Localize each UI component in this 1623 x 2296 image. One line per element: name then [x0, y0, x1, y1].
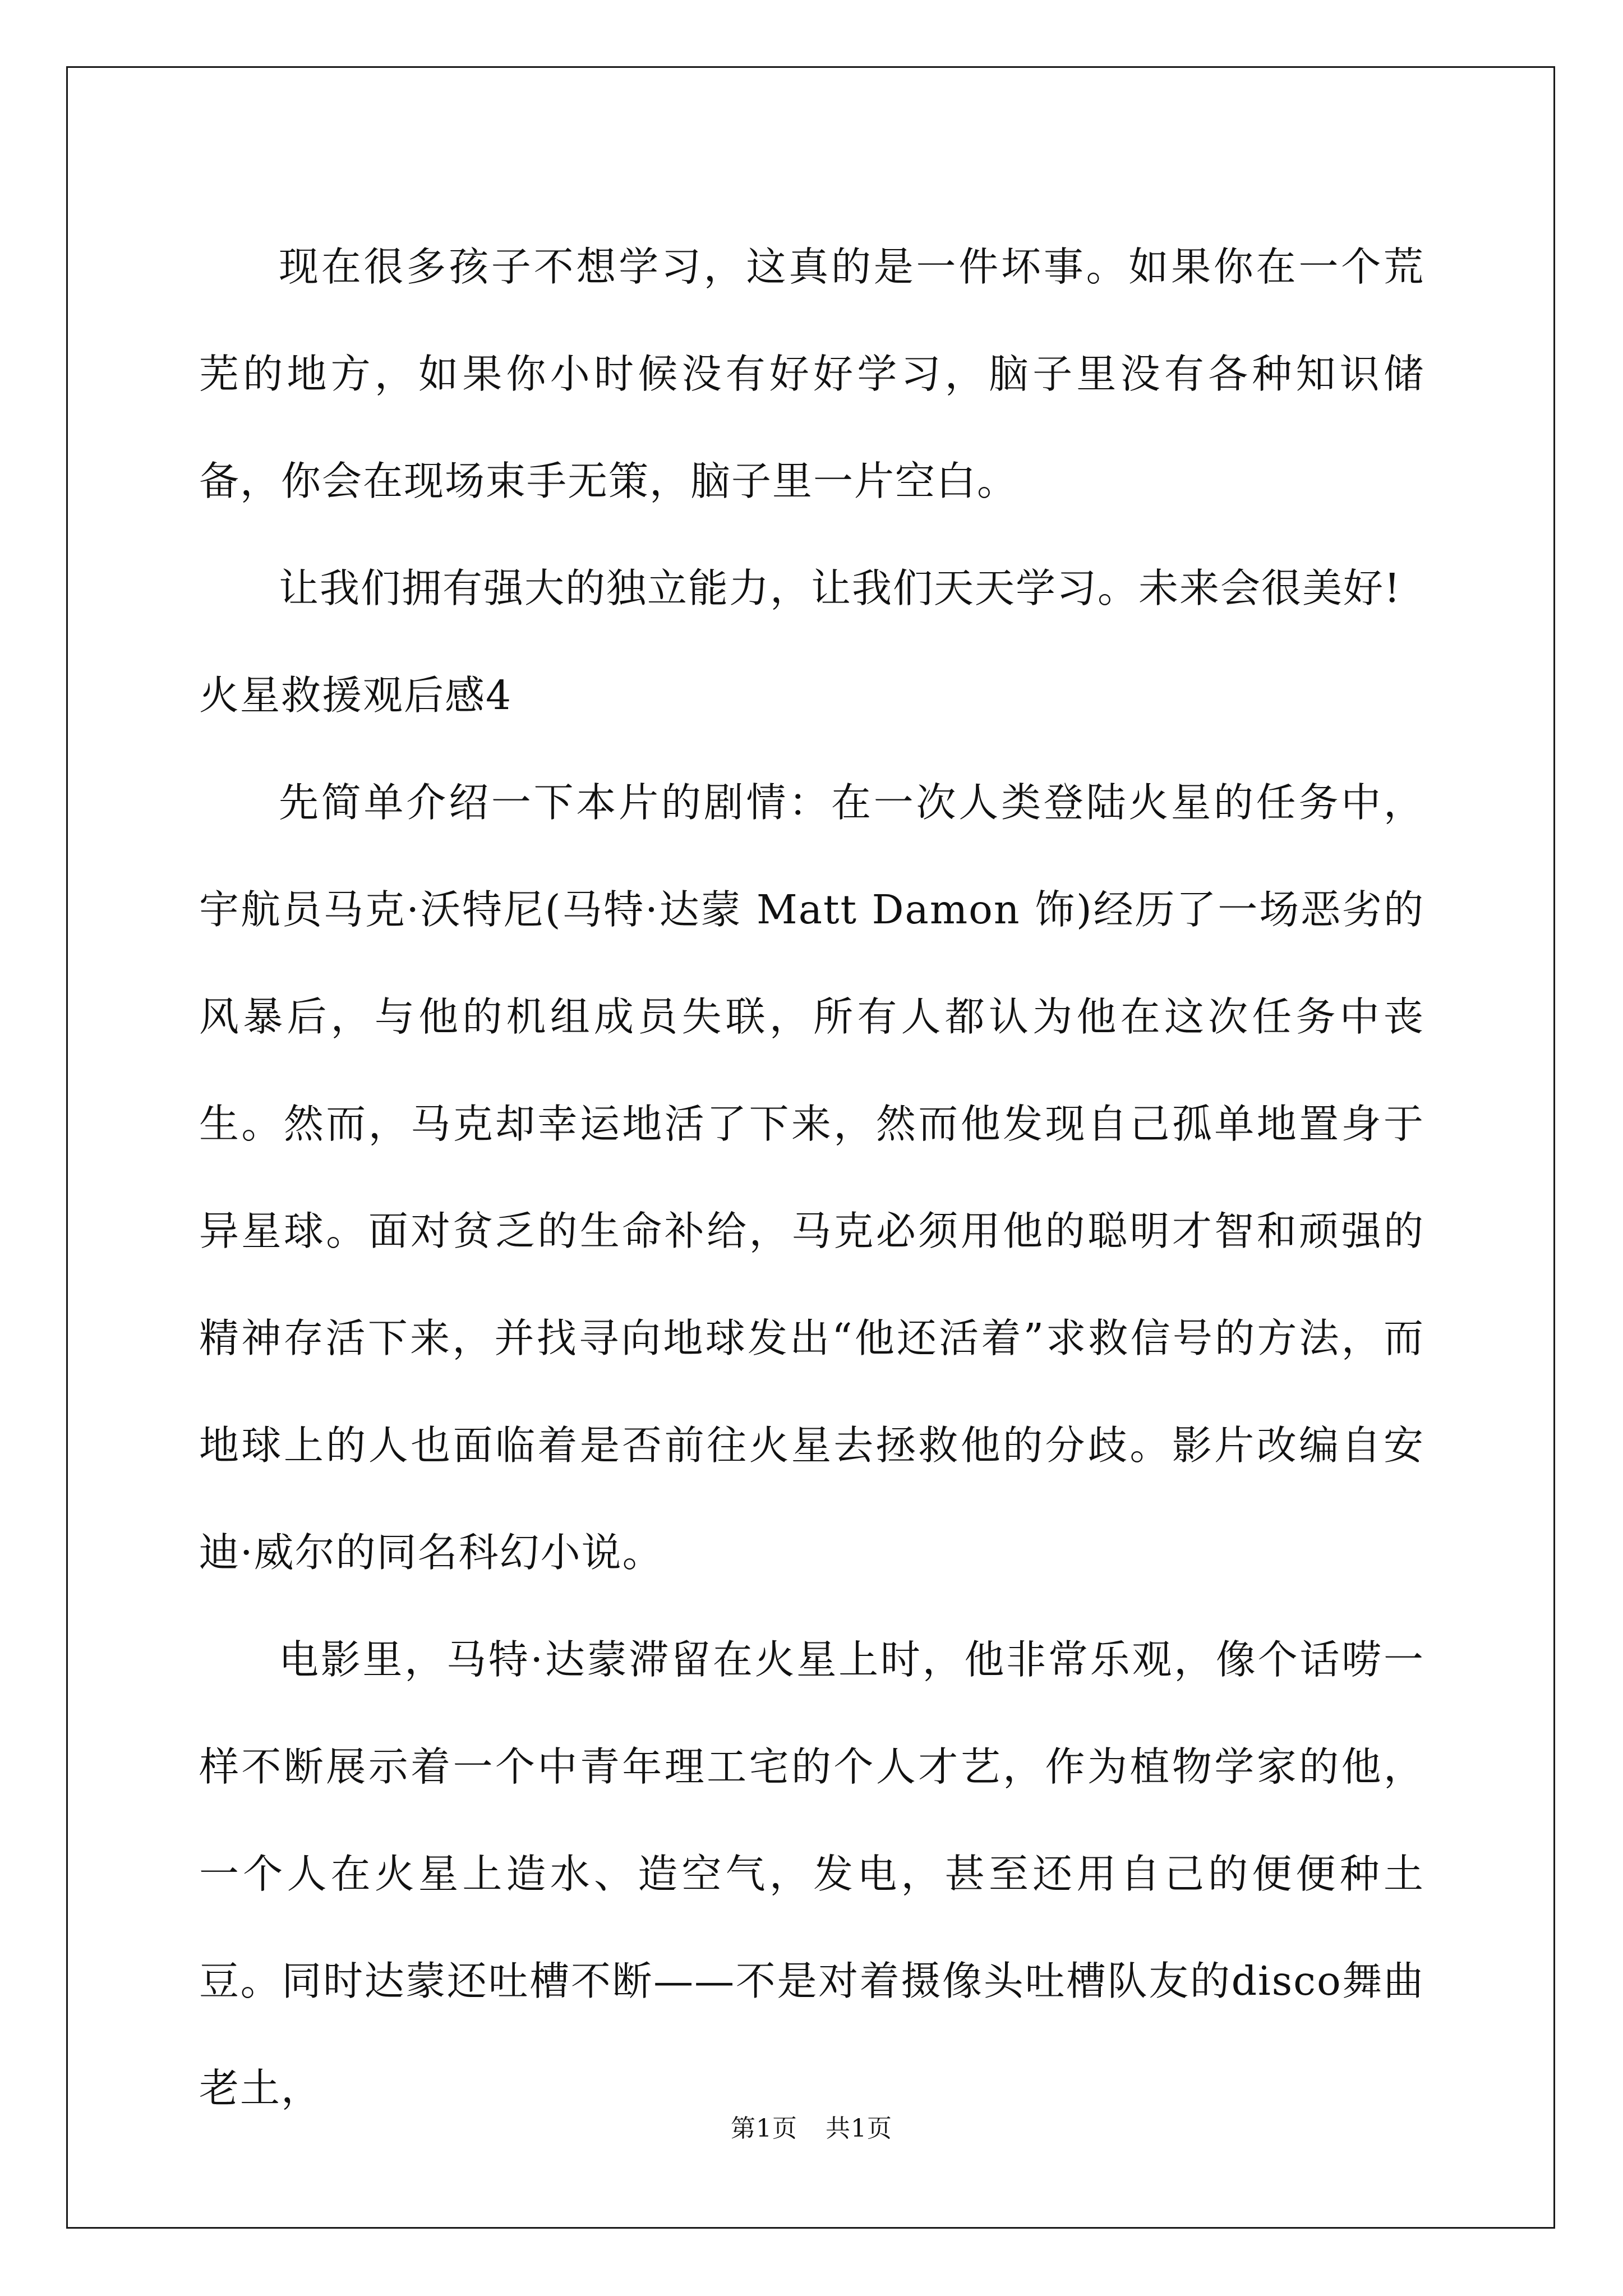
paragraph-conclusion: 让我们拥有强大的独立能力，让我们天天学习。未来会很美好! [279, 565, 1401, 611]
page-footer [0, 2112, 1623, 2146]
page-number: 第1页 [731, 2114, 797, 2143]
document-body [199, 213, 1424, 2142]
paragraph-commentary: 电影里，马特·达蒙滞留在火星上时，他非常乐观，像个话唠一样不断展示着一个中青年理工宅的个人才艺，作为植物学家的他，一个人在火星上造水、造空气，发电，甚至还用自己的便便种土豆。同时达蒙还吐槽不断——不是对着摄像头吐槽队友的disco舞曲老土， [199, 1636, 1424, 2111]
paragraph-plot-summary: 先简单介绍一下本片的剧情：在一次人类登陆火星的任务中，宇航员马克·沃特尼(马特·达蒙 Matt Damon 饰)经历了一场恶劣的风暴后，与他的机组成员失联，所有人都认为他在这次任务中丧生。然而，马克却幸运地活了下来，然而他发现自己孤单地置身于异星球。面对贫乏的生命补给，马克必须用他的聪明才智和顽强的精神存活下来，并找寻向地球发出“他还活着”求救信号的方法，而地球上的人也面临着是否前往火星去拯救他的分歧。影片改编自安迪·威尔的同名科幻小说。 [199, 779, 1424, 1576]
section-heading: 火星救援观后感4 [199, 672, 513, 719]
page-total: 共1页 [826, 2114, 892, 2143]
paragraph-intro: 现在很多孩子不想学习，这真的是一件坏事。如果你在一个荒芜的地方，如果你小时候没有好好学习，脑子里没有各种知识储备，你会在现场束手无策，脑子里一片空白。 [199, 243, 1424, 504]
